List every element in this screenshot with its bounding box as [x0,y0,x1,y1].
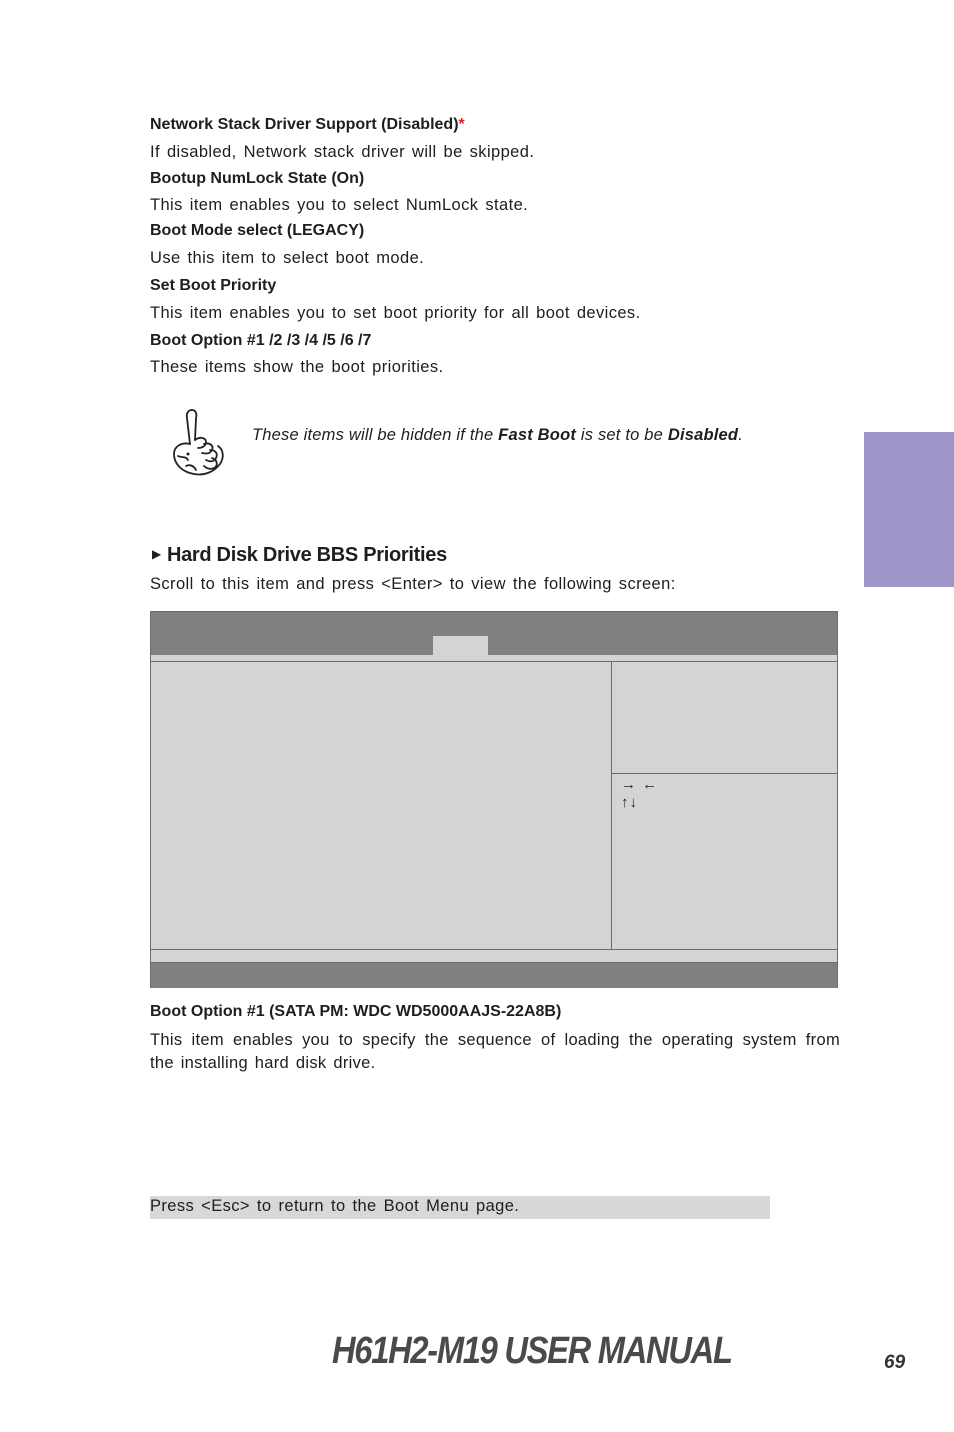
bios-divider-bottom [151,949,837,950]
item-boot-options-title: Boot Option #1 /2 /3 /4 /5 /6 /7 [150,332,372,349]
item-set-boot-priority-desc: This item enables you to set boot priority for all boot devices. [150,304,641,322]
required-asterisk: * [458,116,465,133]
option-desc: This item enables you to specify the sequence of loading the operating system from the installing hard disk drive. [150,1031,840,1072]
bios-screenshot [150,611,838,988]
item-network-stack-desc: If disabled, Network stack driver will be skipped. [150,143,535,161]
item-numlock-title: Bootup NumLock State (On) [150,170,365,187]
option-title: Boot Option #1 (SATA PM: WDC WD5000AAJS-22A8B) [150,1003,562,1020]
note-text: These items will be hidden if the Fast Boot is set to be Disabled. [252,426,743,444]
item-network-stack-title: Network Stack Driver Support (Disabled)* [150,116,465,133]
item-boot-mode-title: Boot Mode select (LEGACY) [150,222,365,239]
up-down-arrows-icon: ↑↓ [621,794,638,811]
section-title: ▶ Hard Disk Drive BBS Priorities [152,544,447,566]
bios-title-bar [151,612,837,655]
page-number: 69 [884,1352,906,1373]
pointing-hand-icon [166,406,228,478]
left-right-arrows-icon: → ← [621,776,659,793]
item-boot-mode-desc: Use this item to select boot mode. [150,249,425,267]
section-intro: Scroll to this item and press <Enter> to view the following screen: [150,575,676,593]
triangle-bullet-icon: ▶ [152,547,161,561]
manual-title: H61H2-M19 USER MANUAL [332,1330,732,1372]
bios-active-tab [433,636,488,655]
bios-column-divider [611,662,612,949]
bios-help-divider [612,773,837,774]
item-set-boot-priority-title: Set Boot Priority [150,277,277,294]
chapter-side-tab [864,432,954,587]
item-numlock-desc: This item enables you to select NumLock state. [150,196,529,214]
bios-divider-top [151,661,837,662]
bios-nav-keys [621,776,658,812]
item-boot-options-desc: These items show the boot priorities. [150,358,444,376]
bios-footer-bar [151,962,837,988]
esc-note-text: Press <Esc> to return to the Boot Menu page. [150,1197,520,1215]
